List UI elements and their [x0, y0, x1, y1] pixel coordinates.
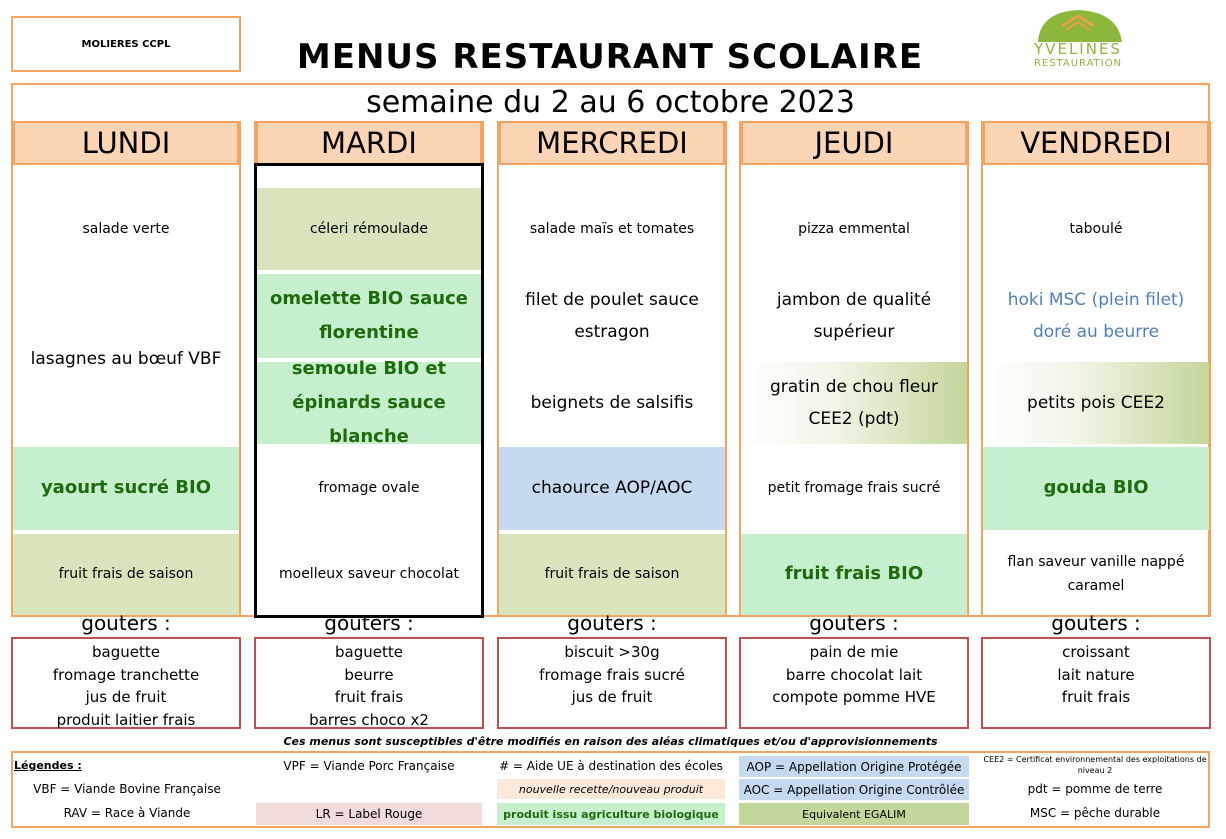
- gouter-item: fromage tranchette: [52, 665, 200, 684]
- menu-plat: omelette BIO sauce florentine: [256, 274, 482, 358]
- legend-egalim: Equivalent EGALIM: [739, 803, 969, 825]
- gouter-box-mardi: [254, 637, 484, 729]
- gouter-item: biscuit >30g: [564, 643, 660, 661]
- gouter-item: fruit frais: [334, 688, 404, 706]
- week-title: semaine du 2 au 6 octobre 2023: [366, 84, 855, 120]
- gouter-list: [983, 641, 1209, 709]
- day-header: JEUDI: [741, 121, 967, 165]
- organisation-name: MOLIERES CCPL: [81, 38, 171, 50]
- gouter-box-jeudi: [739, 637, 969, 729]
- menu-entree: salade maïs et tomates: [529, 220, 695, 237]
- logo-word-restauration: RESTAURATION: [1033, 58, 1123, 69]
- menu-plat: hoki MSC (plein filet) doré au beurre: [1007, 289, 1185, 342]
- gouter-item: compote pomme HVE: [772, 688, 936, 706]
- gouter-list: [741, 641, 967, 709]
- menu-dessert: fruit frais de saison: [499, 534, 725, 615]
- day-header: VENDREDI: [983, 121, 1209, 165]
- legend-pdt: pdt = pomme de terre: [1027, 782, 1163, 796]
- day-column-lundi: [11, 121, 241, 617]
- gouter-title: gouters :: [567, 611, 657, 635]
- gouter-list: [13, 641, 239, 731]
- gouter-item: lait nature: [1057, 665, 1135, 684]
- gouter-item: fromage frais sucré: [539, 665, 685, 684]
- menu-laitage: yaourt sucré BIO: [13, 447, 239, 530]
- menu-dessert: moelleux saveur chocolat: [278, 566, 460, 583]
- gouter-item: fruit frais: [1061, 688, 1131, 706]
- gouter-item: barres choco x2: [309, 710, 429, 729]
- legend-cee2: CEE2 = Certificat environnemental des exploitations de niveau 2: [983, 754, 1207, 775]
- gouter-item: croissant: [1062, 643, 1130, 661]
- day-header: MARDI: [256, 121, 482, 165]
- day-column-jeudi: [739, 121, 969, 617]
- logo-word-yvelines: YVELINES: [1034, 40, 1122, 58]
- gouter-title: gouters :: [81, 611, 171, 635]
- menu-laitage: gouda BIO: [983, 447, 1209, 530]
- gouter-item: baguette: [92, 643, 160, 661]
- gouter-item: pain de mie: [809, 643, 899, 661]
- legend-aide-ue: # = Aide UE à destination des écoles: [499, 759, 723, 773]
- menu-accompagnement: gratin de chou fleur CEE2 (pdt): [741, 362, 967, 444]
- menu-plat: filet de poulet sauce estragon: [525, 289, 699, 342]
- today-highlight-frame: [254, 163, 484, 618]
- menu-entree: pizza emmental: [798, 220, 910, 237]
- gouter-title: gouters :: [809, 611, 899, 635]
- legend-nouveau: nouvelle recette/nouveau produit: [497, 779, 725, 799]
- menu-accompagnement: semoule BIO et épinards sauce blanche: [256, 362, 482, 444]
- menu-laitage: petit fromage frais sucré: [767, 480, 941, 497]
- legend-lr: LR = Label Rouge: [256, 803, 482, 825]
- legend-aop: AOP = Appellation Origine Protégée: [739, 756, 969, 777]
- legend-vbf: VBF = Viande Bovine Française: [33, 782, 221, 796]
- gouter-list: [499, 641, 725, 709]
- gouter-item: produit laitier frais: [56, 710, 196, 729]
- gouter-list: [256, 641, 482, 731]
- disclaimer-note: Ces menus sont susceptibles d'être modifiés en raison des aléas climatiques et/ou d'approvisionnements: [283, 734, 938, 748]
- organisation-box: [11, 16, 241, 72]
- legend-rav: RAV = Race à Viande: [63, 806, 191, 820]
- legend-bio: produit issu agriculture biologique: [497, 803, 725, 825]
- menu-accompagnement: beignets de salsifis: [530, 393, 694, 414]
- legend-title: Légendes :: [14, 758, 82, 772]
- legend-msc: MSC = pêche durable: [1029, 806, 1161, 820]
- day-column-vendredi: [981, 121, 1211, 617]
- gouter-box-lundi: [11, 637, 241, 729]
- menu-dessert: fruit frais de saison: [13, 534, 239, 615]
- menu-entree: céleri rémoulade: [256, 188, 482, 270]
- menu-laitage: fromage ovale: [318, 480, 420, 497]
- gouter-title: gouters :: [1051, 611, 1141, 635]
- menu-dessert: flan saveur vanille nappé caramel: [1007, 553, 1185, 594]
- menu-laitage: chaource AOP/AOC: [499, 447, 725, 530]
- menu-entree: salade verte: [82, 220, 170, 237]
- legend-vpf: VPF = Viande Porc Française: [283, 759, 455, 773]
- page-title: MENUS RESTAURANT SCOLAIRE: [296, 37, 924, 77]
- gouter-item: baguette: [335, 643, 403, 661]
- menu-plat: lasagnes au bœuf VBF: [30, 349, 222, 370]
- gouter-item: jus de fruit: [571, 688, 653, 706]
- gouter-item: beurre: [344, 665, 394, 684]
- yvelines-restauration-logo: [1010, 4, 1140, 74]
- gouter-box-mercredi: [497, 637, 727, 729]
- gouter-item: barre chocolat lait: [785, 665, 923, 684]
- menu-plat: jambon de qualité supérieur: [776, 289, 932, 342]
- gouter-item: jus de fruit: [85, 688, 167, 706]
- gouter-box-vendredi: [981, 637, 1211, 729]
- day-header: LUNDI: [13, 121, 239, 165]
- menu-dessert: fruit frais BIO: [741, 534, 967, 615]
- day-column-mercredi: [497, 121, 727, 617]
- legend-aoc: AOC = Appellation Origine Contrôlée: [739, 779, 969, 800]
- gouter-title: gouters :: [324, 611, 414, 635]
- menu-entree: taboulé: [1069, 220, 1123, 237]
- day-header: MERCREDI: [499, 121, 725, 165]
- menu-accompagnement: petits pois CEE2: [983, 362, 1209, 444]
